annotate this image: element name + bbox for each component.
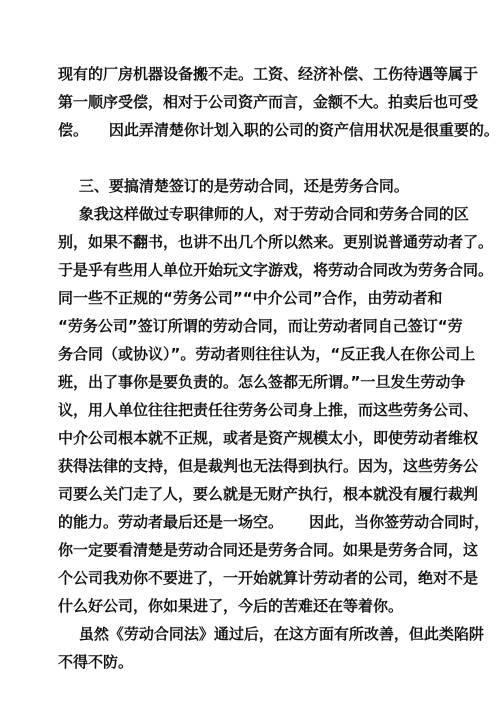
paragraph-2-line-11: 司要么关门走了人，要么就是无财产执行，根本就没有履行裁判 [58,485,479,503]
paragraph-2-line-6: 务合同（或协议）”。劳动者则往往认为，“反正我人在你公司上 [58,345,476,363]
paragraph-2-line-4: 同一些不正规的“劳务公司”“中介公司”合作，由劳动者和 [58,289,443,307]
paragraph-2-line-12: 的能力。劳动者最后还是一场空。 因此，当你签劳动合同时， [58,513,490,531]
paragraph-1-line-2: 第一顺序受偿，相对于公司资产而言，金额不大。拍卖后也可受 [58,93,479,111]
paragraph-2-line-8: 议，用人单位往往把责任往劳务公司身上推，而这些劳务公司、 [58,401,479,419]
paragraph-2-line-10: 获得法律的支持，但是裁判也无法得到执行。因为，这些劳务公 [58,457,479,475]
paragraph-2-line-7: 班，出了事你是要负责的。怎么签都无所谓。”一旦发生劳动争 [58,373,466,391]
paragraph-2-line-5: “劳务公司”签订所谓的劳动合同，而让劳动者同自己签订“劳 [58,317,463,335]
paragraph-3-line-2: 不得不防。 [58,653,134,671]
paragraph-2-line-15: 什么好公司，你如果进了，今后的苦难还在等着你。 [58,597,404,615]
paragraph-3-line-1: 虽然《劳动合同法》通过后，在这方面有所改善，但此类陷阱 [58,625,484,643]
section-heading: 三、要搞清楚签订的是劳动合同，还是劳务合同。 [58,177,409,195]
paragraph-2-line-3: 于是乎有些用人单位开始玩文字游戏，将劳动合同改为劳务合同。 [58,261,494,279]
paragraph-2-line-9: 中介公司根本就不正规，或者是资产规模太小，即使劳动者维权 [58,429,479,447]
paragraph-1-line-3: 偿。 因此弄清楚你计划入职的公司的资产信用状况是很重要的。 [58,121,499,139]
paragraph-2-line-1: 象我这样做过专职律师的人，对于劳动合同和劳务合同的区 [58,205,469,223]
paragraph-2-line-14: 个公司我劝你不要进了，一开始就算计劳动者的公司，绝对不是 [58,569,479,587]
paragraph-2-line-13: 你一定要看清楚是劳动合同还是劳务合同。如果是劳务合同，这 [58,541,479,559]
paragraph-2-line-2: 别，如果不翻书，也讲不出几个所以然来。更别说普通劳动者了。 [58,233,494,251]
paragraph-1-line-1: 现有的厂房机器设备搬不走。工资、经济补偿、工伤待遇等属于 [58,65,479,83]
